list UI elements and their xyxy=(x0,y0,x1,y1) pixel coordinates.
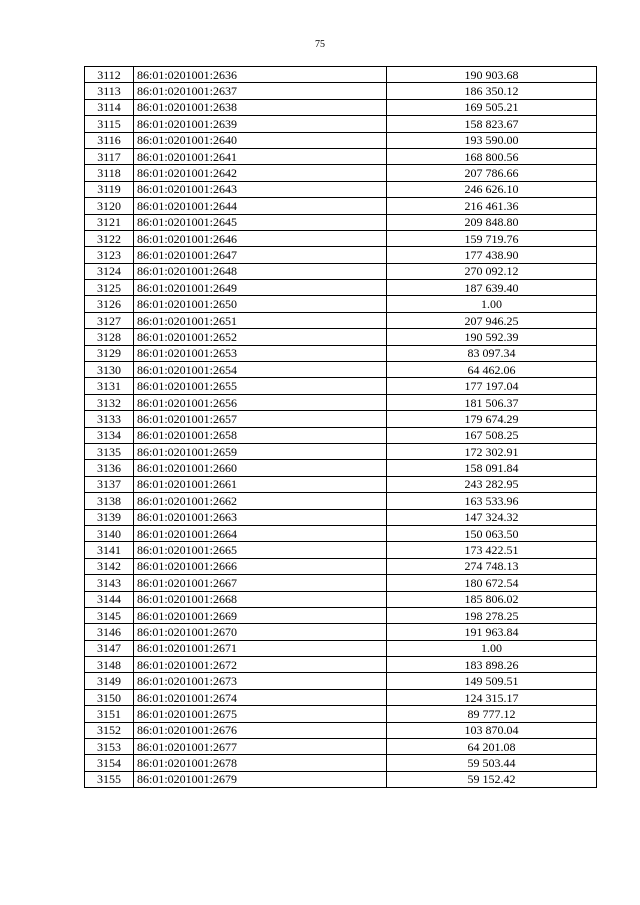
row-number-cell: 3127 xyxy=(85,312,134,328)
row-number-cell: 3147 xyxy=(85,640,134,656)
cadastral-number-cell: 86:01:0201001:2661 xyxy=(134,476,387,492)
table-row xyxy=(85,394,597,410)
cadastral-value-cell: 168 800.56 xyxy=(387,148,597,164)
cadastral-number-cell: 86:01:0201001:2636 xyxy=(134,67,387,83)
table-row xyxy=(85,771,597,787)
cadastral-number-cell: 86:01:0201001:2648 xyxy=(134,263,387,279)
cadastral-value-cell: 183 898.26 xyxy=(387,657,597,673)
table-row xyxy=(85,263,597,279)
cadastral-value-cell: 1.00 xyxy=(387,640,597,656)
cadastral-number-cell: 86:01:0201001:2655 xyxy=(134,378,387,394)
row-number-cell: 3134 xyxy=(85,427,134,443)
row-number-cell: 3150 xyxy=(85,689,134,705)
row-number-cell: 3136 xyxy=(85,460,134,476)
cadastral-value-cell: 64 462.06 xyxy=(387,362,597,378)
cadastral-number-cell: 86:01:0201001:2674 xyxy=(134,689,387,705)
cadastral-number-cell: 86:01:0201001:2640 xyxy=(134,132,387,148)
cadastral-number-cell: 86:01:0201001:2637 xyxy=(134,83,387,99)
table-row xyxy=(85,411,597,427)
table-row xyxy=(85,83,597,99)
table-row xyxy=(85,148,597,164)
table-row xyxy=(85,99,597,115)
cadastral-value-cell: 180 672.54 xyxy=(387,575,597,591)
cadastral-value-cell: 186 350.12 xyxy=(387,83,597,99)
row-number-cell: 3112 xyxy=(85,67,134,83)
row-number-cell: 3119 xyxy=(85,181,134,197)
cadastral-number-cell: 86:01:0201001:2653 xyxy=(134,345,387,361)
cadastral-value-cell: 190 903.68 xyxy=(387,67,597,83)
cadastral-value-cell: 172 302.91 xyxy=(387,443,597,459)
cadastral-number-cell: 86:01:0201001:2663 xyxy=(134,509,387,525)
table-row xyxy=(85,689,597,705)
row-number-cell: 3130 xyxy=(85,362,134,378)
row-number-cell: 3137 xyxy=(85,476,134,492)
row-number-cell: 3141 xyxy=(85,542,134,558)
table-row xyxy=(85,624,597,640)
cadastral-value-cell: 198 278.25 xyxy=(387,607,597,623)
cadastral-value-cell: 149 509.51 xyxy=(387,673,597,689)
table-row xyxy=(85,739,597,755)
table-row xyxy=(85,755,597,771)
table-row xyxy=(85,312,597,328)
row-number-cell: 3116 xyxy=(85,132,134,148)
row-number-cell: 3151 xyxy=(85,706,134,722)
cadastral-number-cell: 86:01:0201001:2668 xyxy=(134,591,387,607)
cadastral-value-cell: 59 503.44 xyxy=(387,755,597,771)
table-row xyxy=(85,673,597,689)
table-row xyxy=(85,181,597,197)
table-row xyxy=(85,132,597,148)
table-row xyxy=(85,657,597,673)
row-number-cell: 3138 xyxy=(85,493,134,509)
cadastral-number-cell: 86:01:0201001:2676 xyxy=(134,722,387,738)
row-number-cell: 3132 xyxy=(85,394,134,410)
table-row xyxy=(85,329,597,345)
table-row xyxy=(85,542,597,558)
cadastral-value-cell: 173 422.51 xyxy=(387,542,597,558)
cadastral-value-cell: 187 639.40 xyxy=(387,280,597,296)
table-row xyxy=(85,165,597,181)
row-number-cell: 3140 xyxy=(85,525,134,541)
cadastral-number-cell: 86:01:0201001:2646 xyxy=(134,230,387,246)
cadastral-number-cell: 86:01:0201001:2659 xyxy=(134,443,387,459)
row-number-cell: 3126 xyxy=(85,296,134,312)
row-number-cell: 3144 xyxy=(85,591,134,607)
cadastral-value-cell: 207 786.66 xyxy=(387,165,597,181)
cadastral-number-cell: 86:01:0201001:2651 xyxy=(134,312,387,328)
table-row xyxy=(85,591,597,607)
row-number-cell: 3125 xyxy=(85,280,134,296)
table-body xyxy=(85,67,597,788)
row-number-cell: 3120 xyxy=(85,198,134,214)
cadastral-number-cell: 86:01:0201001:2662 xyxy=(134,493,387,509)
row-number-cell: 3124 xyxy=(85,263,134,279)
row-number-cell: 3143 xyxy=(85,575,134,591)
cadastral-number-cell: 86:01:0201001:2656 xyxy=(134,394,387,410)
cadastral-value-cell: 59 152.42 xyxy=(387,771,597,787)
cadastral-number-cell: 86:01:0201001:2672 xyxy=(134,657,387,673)
table-row xyxy=(85,476,597,492)
table-row xyxy=(85,722,597,738)
cadastral-number-cell: 86:01:0201001:2639 xyxy=(134,116,387,132)
cadastral-number-cell: 86:01:0201001:2670 xyxy=(134,624,387,640)
row-number-cell: 3113 xyxy=(85,83,134,99)
table-row xyxy=(85,427,597,443)
cadastral-number-cell: 86:01:0201001:2654 xyxy=(134,362,387,378)
row-number-cell: 3121 xyxy=(85,214,134,230)
cadastral-value-cell: 89 777.12 xyxy=(387,706,597,722)
cadastral-value-cell: 216 461.36 xyxy=(387,198,597,214)
table-row xyxy=(85,198,597,214)
cadastral-number-cell: 86:01:0201001:2673 xyxy=(134,673,387,689)
cadastral-number-cell: 86:01:0201001:2642 xyxy=(134,165,387,181)
row-number-cell: 3155 xyxy=(85,771,134,787)
page-number: 75 xyxy=(315,39,325,50)
cadastral-value-cell: 163 533.96 xyxy=(387,493,597,509)
table-row xyxy=(85,558,597,574)
cadastral-value-cell: 243 282.95 xyxy=(387,476,597,492)
row-number-cell: 3153 xyxy=(85,739,134,755)
row-number-cell: 3115 xyxy=(85,116,134,132)
cadastral-value-cell: 193 590.00 xyxy=(387,132,597,148)
table-row xyxy=(85,575,597,591)
cadastral-value-cell: 177 438.90 xyxy=(387,247,597,263)
cadastral-value-cell: 124 315.17 xyxy=(387,689,597,705)
cadastral-number-cell: 86:01:0201001:2652 xyxy=(134,329,387,345)
table-row xyxy=(85,640,597,656)
table-row xyxy=(85,214,597,230)
cadastral-number-cell: 86:01:0201001:2660 xyxy=(134,460,387,476)
cadastral-number-cell: 86:01:0201001:2644 xyxy=(134,198,387,214)
cadastral-number-cell: 86:01:0201001:2666 xyxy=(134,558,387,574)
row-number-cell: 3149 xyxy=(85,673,134,689)
cadastral-number-cell: 86:01:0201001:2647 xyxy=(134,247,387,263)
cadastral-number-cell: 86:01:0201001:2658 xyxy=(134,427,387,443)
cadastral-value-cell: 159 719.76 xyxy=(387,230,597,246)
table-row xyxy=(85,345,597,361)
cadastral-value-cell: 207 946.25 xyxy=(387,312,597,328)
cadastral-value-cell: 270 092.12 xyxy=(387,263,597,279)
row-number-cell: 3152 xyxy=(85,722,134,738)
cadastral-value-cell: 177 197.04 xyxy=(387,378,597,394)
row-number-cell: 3139 xyxy=(85,509,134,525)
cadastral-number-cell: 86:01:0201001:2657 xyxy=(134,411,387,427)
row-number-cell: 3118 xyxy=(85,165,134,181)
cadastral-value-table xyxy=(84,66,597,788)
row-number-cell: 3154 xyxy=(85,755,134,771)
cadastral-number-cell: 86:01:0201001:2638 xyxy=(134,99,387,115)
cadastral-value-cell: 191 963.84 xyxy=(387,624,597,640)
row-number-cell: 3133 xyxy=(85,411,134,427)
row-number-cell: 3114 xyxy=(85,99,134,115)
cadastral-number-cell: 86:01:0201001:2679 xyxy=(134,771,387,787)
cadastral-number-cell: 86:01:0201001:2650 xyxy=(134,296,387,312)
cadastral-value-cell: 169 505.21 xyxy=(387,99,597,115)
row-number-cell: 3145 xyxy=(85,607,134,623)
table-row xyxy=(85,116,597,132)
cadastral-value-cell: 246 626.10 xyxy=(387,181,597,197)
cadastral-value-cell: 83 097.34 xyxy=(387,345,597,361)
table-row xyxy=(85,509,597,525)
row-number-cell: 3146 xyxy=(85,624,134,640)
cadastral-value-cell: 179 674.29 xyxy=(387,411,597,427)
row-number-cell: 3117 xyxy=(85,148,134,164)
table-row xyxy=(85,296,597,312)
cadastral-number-cell: 86:01:0201001:2641 xyxy=(134,148,387,164)
cadastral-number-cell: 86:01:0201001:2649 xyxy=(134,280,387,296)
table-row xyxy=(85,493,597,509)
cadastral-value-cell: 181 506.37 xyxy=(387,394,597,410)
cadastral-value-cell: 64 201.08 xyxy=(387,739,597,755)
cadastral-number-cell: 86:01:0201001:2645 xyxy=(134,214,387,230)
cadastral-number-cell: 86:01:0201001:2665 xyxy=(134,542,387,558)
cadastral-number-cell: 86:01:0201001:2671 xyxy=(134,640,387,656)
cadastral-value-cell: 167 508.25 xyxy=(387,427,597,443)
table-row xyxy=(85,67,597,83)
table-row xyxy=(85,443,597,459)
table-row xyxy=(85,460,597,476)
cadastral-value-cell: 209 848.80 xyxy=(387,214,597,230)
row-number-cell: 3128 xyxy=(85,329,134,345)
table-row xyxy=(85,362,597,378)
table-row xyxy=(85,378,597,394)
row-number-cell: 3131 xyxy=(85,378,134,394)
cadastral-value-cell: 274 748.13 xyxy=(387,558,597,574)
cadastral-value-cell: 150 063.50 xyxy=(387,525,597,541)
table-row xyxy=(85,525,597,541)
cadastral-number-cell: 86:01:0201001:2669 xyxy=(134,607,387,623)
cadastral-value-cell: 1.00 xyxy=(387,296,597,312)
row-number-cell: 3148 xyxy=(85,657,134,673)
table-row xyxy=(85,280,597,296)
cadastral-number-cell: 86:01:0201001:2675 xyxy=(134,706,387,722)
table-row xyxy=(85,230,597,246)
row-number-cell: 3142 xyxy=(85,558,134,574)
cadastral-value-cell: 185 806.02 xyxy=(387,591,597,607)
cadastral-value-cell: 147 324.32 xyxy=(387,509,597,525)
cadastral-value-cell: 103 870.04 xyxy=(387,722,597,738)
row-number-cell: 3135 xyxy=(85,443,134,459)
table-row xyxy=(85,607,597,623)
row-number-cell: 3122 xyxy=(85,230,134,246)
cadastral-number-cell: 86:01:0201001:2667 xyxy=(134,575,387,591)
table-row xyxy=(85,247,597,263)
cadastral-value-cell: 158 823.67 xyxy=(387,116,597,132)
cadastral-number-cell: 86:01:0201001:2664 xyxy=(134,525,387,541)
cadastral-number-cell: 86:01:0201001:2678 xyxy=(134,755,387,771)
cadastral-number-cell: 86:01:0201001:2677 xyxy=(134,739,387,755)
row-number-cell: 3129 xyxy=(85,345,134,361)
table-row xyxy=(85,706,597,722)
cadastral-number-cell: 86:01:0201001:2643 xyxy=(134,181,387,197)
cadastral-value-cell: 158 091.84 xyxy=(387,460,597,476)
row-number-cell: 3123 xyxy=(85,247,134,263)
cadastral-value-cell: 190 592.39 xyxy=(387,329,597,345)
